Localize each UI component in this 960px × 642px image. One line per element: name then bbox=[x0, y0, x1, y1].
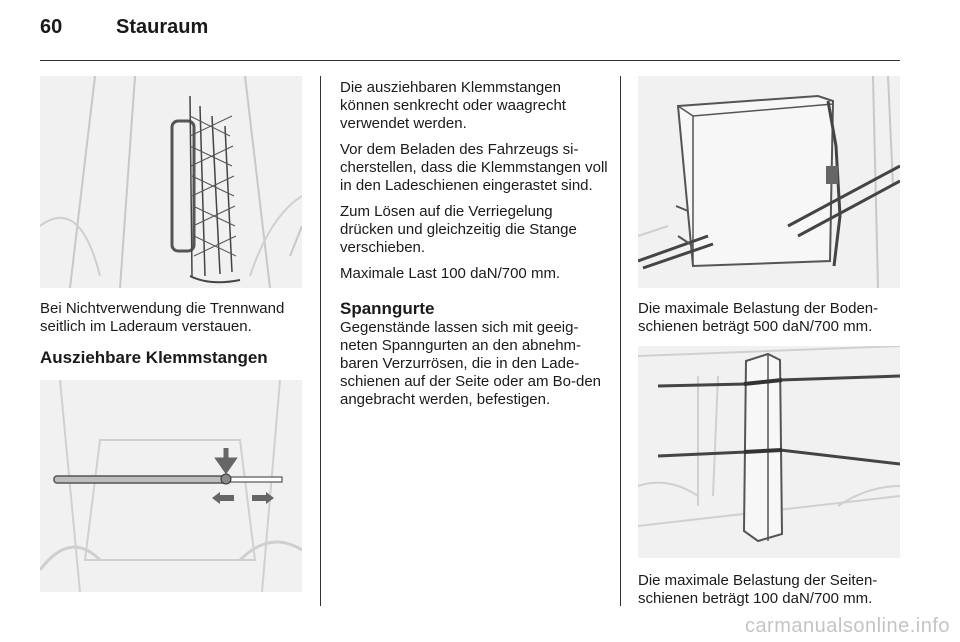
caption-partition: Bei Nichtverwendung die Trennwand seitlich im Laderaum verstauen. bbox=[40, 300, 285, 335]
figure-telescopic-bar bbox=[40, 380, 302, 592]
heading-straps: Spanngurte bbox=[340, 299, 435, 318]
paragraph-release: Zum Lösen auf die Verriegelung drücken und gleichzeitig die Stange verschieben. bbox=[340, 203, 577, 256]
page-number: 60 bbox=[40, 16, 63, 38]
column-2-text bbox=[340, 79, 608, 409]
figure-side-rails bbox=[638, 346, 900, 558]
paragraph-before-loading: Vor dem Beladen des Fahrzeugs si-cherstellen, dass die Klemmstangen voll in den Ladeschienen eingerastet sind. bbox=[340, 141, 608, 194]
paragraph-straps: Gegenstände lassen sich mit geeig-neten Spanngurten an den abnehm-baren Verzurrösen, die in den Lade-schienen auf der Seite oder am Bo-den angebracht werden, befestigen. bbox=[340, 319, 601, 408]
figure-floor-rails bbox=[638, 76, 900, 288]
header-rule bbox=[40, 60, 900, 61]
watermark: carmanualsonline.info bbox=[744, 615, 950, 637]
paragraph-usage: Die ausziehbaren Klemmstangen können senkrecht oder waagrecht verwendet werden. bbox=[340, 79, 566, 132]
caption-floor-rails: Die maximale Belastung der Boden-schienen beträgt 500 daN/700 mm. bbox=[638, 300, 879, 335]
column-divider-right bbox=[620, 76, 621, 606]
column-divider-left bbox=[320, 76, 321, 606]
heading-telescopic-bars: Ausziehbare Klemmstangen bbox=[40, 348, 268, 367]
paragraph-max-load: Maximale Last 100 daN/700 mm. bbox=[340, 265, 561, 282]
caption-side-rails: Die maximale Belastung der Seiten-schienen beträgt 100 daN/700 mm. bbox=[638, 572, 878, 607]
page-title: Stauraum bbox=[116, 16, 209, 38]
figure-partition-stowed bbox=[40, 76, 302, 288]
